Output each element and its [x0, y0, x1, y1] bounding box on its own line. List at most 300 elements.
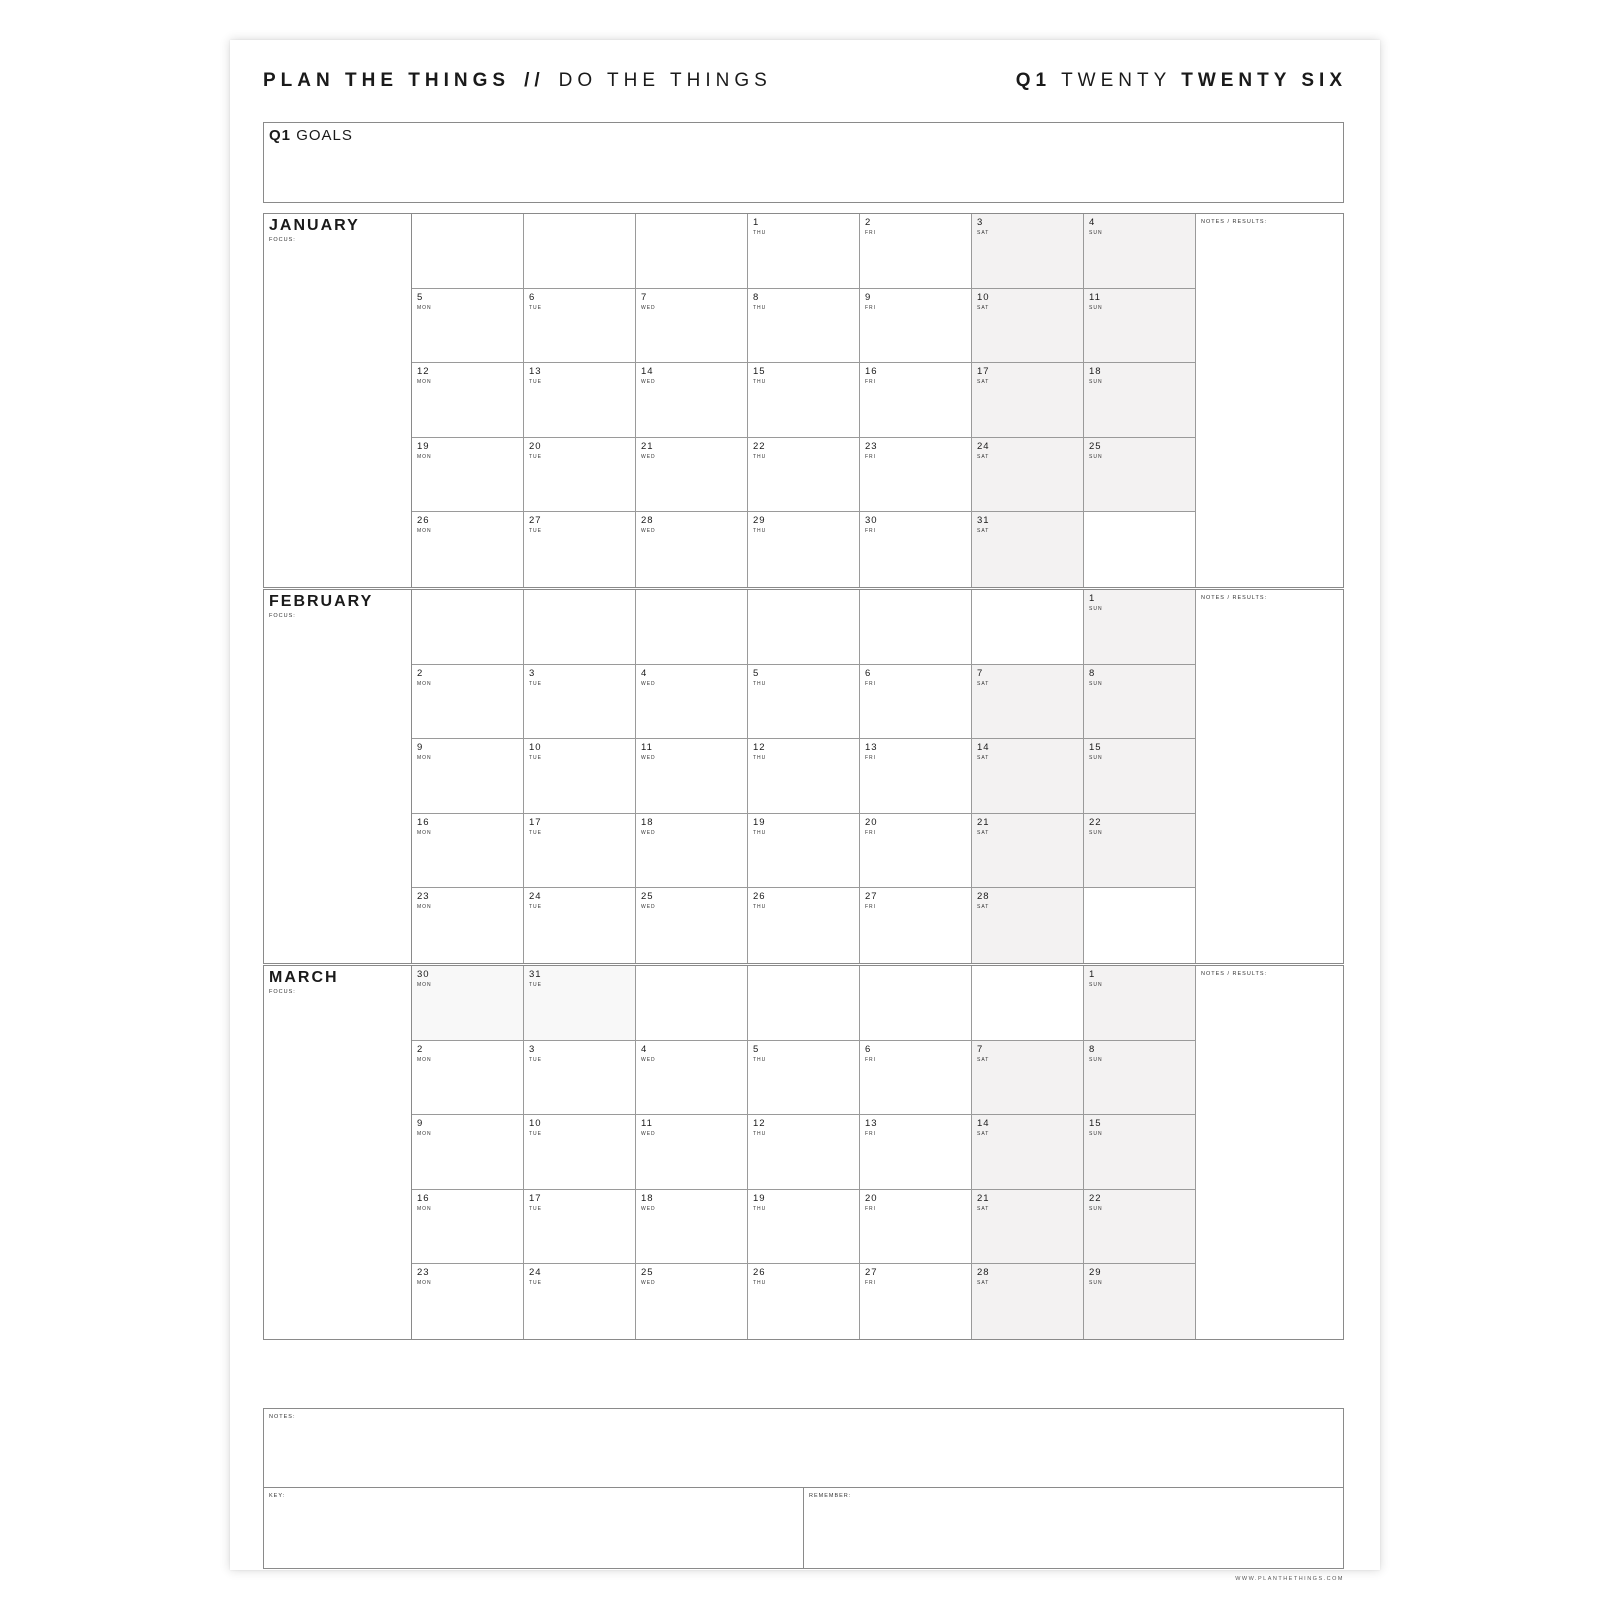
day-cell[interactable]	[524, 888, 636, 963]
day-cell[interactable]	[1084, 665, 1196, 740]
day-cell[interactable]	[1084, 289, 1196, 364]
day-cell[interactable]	[636, 438, 748, 513]
month-focus-panel[interactable]	[264, 214, 412, 587]
day-number: 24	[977, 440, 990, 452]
focus-label: FOCUS:	[269, 237, 296, 243]
day-number: 17	[529, 1192, 542, 1204]
day-number: 10	[529, 742, 542, 754]
day-cell[interactable]	[860, 438, 972, 513]
day-cell[interactable]	[1084, 814, 1196, 889]
day-cell[interactable]	[524, 1190, 636, 1265]
day-cell[interactable]	[412, 363, 524, 438]
day-number: 30	[865, 515, 878, 527]
weekday-label: FRI	[865, 1280, 877, 1287]
weekday-label: TUE	[529, 829, 542, 836]
weekday-label: FRI	[865, 304, 877, 311]
day-number: 26	[753, 891, 766, 903]
day-number: 14	[977, 742, 990, 754]
day-number: 11	[1089, 291, 1101, 303]
weekday-label: MON	[417, 755, 432, 762]
day-cell[interactable]	[748, 1115, 860, 1190]
day-cell[interactable]	[972, 1190, 1084, 1265]
weekday-label: THU	[753, 755, 767, 762]
day-number: 10	[977, 291, 990, 303]
day-number: 15	[1089, 1118, 1102, 1130]
day-cell[interactable]	[860, 1264, 972, 1339]
day-cell[interactable]	[412, 814, 524, 889]
weekday-label: WED	[641, 829, 656, 836]
weekday-label: THU	[753, 304, 767, 311]
day-cell[interactable]	[1084, 590, 1196, 665]
day-cell[interactable]	[636, 665, 748, 740]
day-cell[interactable]	[524, 1115, 636, 1190]
weekday-label: MON	[417, 904, 432, 911]
month-calendar-grid	[412, 590, 1196, 963]
day-number: 18	[641, 816, 654, 828]
day-cell[interactable]	[972, 814, 1084, 889]
day-number: 24	[529, 891, 542, 903]
weekday-label: MON	[417, 982, 432, 988]
weekday-label: MON	[417, 680, 432, 687]
day-number: 6	[529, 291, 536, 303]
notes-results-label: NOTES / RESULTS:	[1201, 971, 1268, 977]
weekday-label: SAT	[977, 1131, 990, 1138]
day-number: 24	[529, 1267, 542, 1279]
day-number: 13	[529, 366, 542, 378]
day-cell[interactable]	[1084, 966, 1196, 1041]
weekday-label: THU	[753, 379, 767, 386]
notes-results-label: NOTES / RESULTS:	[1201, 219, 1268, 225]
weekday-label: SUN	[1089, 829, 1103, 836]
header-plan-text: PLAN THE THINGS	[263, 70, 511, 91]
website-url: WWW.PLANTHETHINGS.COM	[1235, 1576, 1344, 1582]
day-cell[interactable]	[412, 1190, 524, 1265]
day-number: 1	[753, 217, 760, 228]
empty-day-cell	[636, 966, 748, 1041]
day-cell[interactable]	[412, 1115, 524, 1190]
day-number: 2	[417, 667, 424, 679]
day-cell[interactable]	[972, 289, 1084, 364]
day-cell[interactable]	[1084, 1264, 1196, 1339]
empty-day-cell	[412, 590, 524, 665]
key-remember-row	[263, 1487, 1344, 1569]
weekday-label: TUE	[529, 1131, 542, 1138]
weekday-label: SAT	[977, 230, 990, 236]
focus-label: FOCUS:	[269, 613, 296, 619]
day-cell[interactable]	[860, 888, 972, 963]
weekday-label: TUE	[529, 680, 542, 687]
day-number: 28	[977, 891, 990, 903]
day-cell[interactable]	[748, 1190, 860, 1265]
day-number: 27	[865, 891, 878, 903]
day-number: 22	[1089, 1192, 1102, 1204]
weekday-label: TUE	[529, 1205, 542, 1212]
day-number: 10	[529, 1118, 542, 1130]
day-number: 3	[977, 217, 984, 228]
weekday-label: WED	[641, 755, 656, 762]
day-number: 20	[529, 440, 542, 452]
day-number: 14	[641, 366, 654, 378]
day-cell[interactable]	[860, 739, 972, 814]
day-cell[interactable]	[860, 363, 972, 438]
day-cell[interactable]	[972, 665, 1084, 740]
day-number: 2	[865, 217, 872, 228]
empty-day-cell	[748, 590, 860, 665]
empty-day-cell	[860, 590, 972, 665]
day-cell[interactable]	[1084, 363, 1196, 438]
empty-day-cell	[524, 590, 636, 665]
day-number: 1	[1089, 593, 1096, 604]
day-number: 29	[1089, 1267, 1102, 1279]
weekday-label: FRI	[865, 1056, 877, 1063]
day-cell[interactable]	[1084, 1115, 1196, 1190]
empty-day-cell	[412, 214, 524, 289]
day-cell[interactable]	[412, 739, 524, 814]
weekday-label: WED	[641, 1131, 656, 1138]
weekday-label: TUE	[529, 528, 542, 535]
day-cell[interactable]	[524, 1264, 636, 1339]
day-cell[interactable]	[1084, 1190, 1196, 1265]
day-number: 2	[417, 1043, 424, 1055]
day-cell[interactable]	[412, 512, 524, 587]
day-number: 25	[1089, 440, 1102, 452]
day-number: 19	[753, 816, 766, 828]
day-cell[interactable]	[636, 512, 748, 587]
day-number: 8	[1089, 667, 1096, 679]
day-number: 9	[417, 742, 424, 754]
day-cell[interactable]	[1084, 1041, 1196, 1116]
day-cell[interactable]	[412, 1264, 524, 1339]
planner-sheet	[230, 40, 1380, 1582]
weekday-label: MON	[417, 528, 432, 535]
day-number: 7	[641, 291, 648, 303]
day-number: 7	[977, 1043, 984, 1055]
day-number: 28	[641, 515, 654, 527]
header-do-text: DO THE THINGS	[558, 70, 772, 91]
weekday-label: SAT	[977, 755, 990, 762]
day-cell[interactable]	[972, 1264, 1084, 1339]
day-number: 13	[865, 742, 878, 754]
weekday-label: TUE	[529, 304, 542, 311]
day-number: 4	[1089, 217, 1096, 228]
empty-day-cell	[1084, 512, 1196, 587]
day-cell[interactable]	[860, 512, 972, 587]
month-notes-results-panel[interactable]	[1196, 214, 1343, 587]
empty-day-cell	[1084, 888, 1196, 963]
weekday-label: MON	[417, 1205, 432, 1212]
month-name: JANUARY	[269, 217, 360, 234]
month-calendar-grid	[412, 966, 1196, 1339]
day-number: 28	[977, 1267, 990, 1279]
day-number: 26	[753, 1267, 766, 1279]
day-number: 17	[977, 366, 990, 378]
weekday-label: MON	[417, 453, 432, 460]
day-number: 30	[417, 969, 430, 980]
day-cell[interactable]	[636, 739, 748, 814]
weekday-label: THU	[753, 1280, 767, 1287]
day-number: 20	[865, 1192, 878, 1204]
header-quarter-year	[1016, 70, 1347, 92]
month-block-march	[263, 965, 1344, 1340]
day-number: 8	[753, 291, 760, 303]
day-cell[interactable]	[748, 1041, 860, 1116]
month-name: MARCH	[269, 969, 339, 986]
month-calendar-grid	[412, 214, 1196, 587]
day-cell[interactable]	[636, 888, 748, 963]
day-number: 4	[641, 1043, 648, 1055]
day-cell[interactable]	[636, 363, 748, 438]
empty-day-cell	[636, 214, 748, 289]
day-cell[interactable]	[972, 214, 1084, 289]
day-cell[interactable]	[412, 289, 524, 364]
day-number: 9	[865, 291, 872, 303]
day-cell[interactable]	[748, 1264, 860, 1339]
day-number: 5	[417, 291, 424, 303]
day-cell[interactable]	[972, 739, 1084, 814]
day-number: 29	[753, 515, 766, 527]
day-cell[interactable]	[412, 665, 524, 740]
day-cell[interactable]	[972, 888, 1084, 963]
weekday-label: SAT	[977, 1280, 990, 1287]
weekday-label: MON	[417, 829, 432, 836]
header-year-light: TWENTY	[1061, 70, 1171, 91]
day-number: 20	[865, 816, 878, 828]
day-cell[interactable]	[748, 512, 860, 587]
empty-day-cell	[972, 966, 1084, 1041]
day-cell[interactable]	[748, 814, 860, 889]
day-cell[interactable]	[748, 214, 860, 289]
month-notes-results-panel[interactable]	[1196, 966, 1343, 1339]
day-number: 22	[753, 440, 766, 452]
day-cell[interactable]	[524, 665, 636, 740]
weekday-label: FRI	[865, 453, 877, 460]
day-number: 21	[977, 816, 990, 828]
day-cell[interactable]	[1084, 438, 1196, 513]
day-number: 11	[641, 742, 653, 754]
weekday-label: TUE	[529, 904, 542, 911]
goals-text: GOALS	[296, 127, 353, 144]
weekday-label: SUN	[1089, 982, 1103, 988]
day-cell[interactable]	[860, 665, 972, 740]
day-number: 16	[417, 816, 430, 828]
empty-day-cell	[972, 590, 1084, 665]
day-cell[interactable]	[412, 888, 524, 963]
day-cell[interactable]	[524, 438, 636, 513]
day-cell[interactable]	[412, 1041, 524, 1116]
day-number: 6	[865, 667, 872, 679]
day-cell[interactable]	[636, 814, 748, 889]
weekday-label: SAT	[977, 1056, 990, 1063]
weekday-label: THU	[753, 904, 767, 911]
day-number: 3	[529, 667, 536, 679]
day-cell[interactable]	[748, 438, 860, 513]
weekday-label: SAT	[977, 528, 990, 535]
weekday-label: TUE	[529, 982, 542, 988]
weekday-label: TUE	[529, 755, 542, 762]
weekday-label: WED	[641, 379, 656, 386]
empty-day-cell	[524, 214, 636, 289]
day-cell[interactable]	[860, 289, 972, 364]
weekday-label: FRI	[865, 755, 877, 762]
header-tagline	[263, 70, 772, 92]
weekday-label: SUN	[1089, 1056, 1103, 1063]
day-cell[interactable]	[524, 1041, 636, 1116]
month-block-january	[263, 213, 1344, 588]
weekday-label: WED	[641, 680, 656, 687]
day-number: 6	[865, 1043, 872, 1055]
weekday-label: SUN	[1089, 755, 1103, 762]
day-number: 1	[1089, 969, 1096, 980]
notes-label: NOTES:	[269, 1414, 296, 1420]
month-focus-panel[interactable]	[264, 590, 412, 963]
day-number: 18	[1089, 366, 1102, 378]
day-number: 31	[529, 969, 542, 980]
weekday-label: TUE	[529, 379, 542, 386]
weekday-label: SUN	[1089, 606, 1103, 612]
weekday-label: THU	[753, 1056, 767, 1063]
day-number: 23	[417, 1267, 430, 1279]
day-cell[interactable]	[748, 363, 860, 438]
day-number: 27	[529, 515, 542, 527]
weekday-label: FRI	[865, 904, 877, 911]
day-number: 25	[641, 1267, 654, 1279]
weekday-label: SUN	[1089, 379, 1103, 386]
month-name: FEBRUARY	[269, 593, 374, 610]
day-cell[interactable]	[860, 1115, 972, 1190]
day-cell[interactable]	[972, 1115, 1084, 1190]
weekday-label: THU	[753, 1131, 767, 1138]
weekday-label: MON	[417, 1280, 432, 1287]
weekday-label: WED	[641, 904, 656, 911]
day-cell[interactable]	[636, 1190, 748, 1265]
day-cell[interactable]	[524, 363, 636, 438]
weekday-label: FRI	[865, 1205, 877, 1212]
header-year-bold: TWENTY SIX	[1181, 70, 1347, 91]
day-number: 12	[753, 742, 766, 754]
day-number: 23	[417, 891, 430, 903]
day-cell[interactable]	[524, 512, 636, 587]
remember-label: REMEMBER:	[809, 1493, 852, 1499]
day-cell[interactable]	[972, 438, 1084, 513]
weekday-label: THU	[753, 829, 767, 836]
weekday-label: SAT	[977, 379, 990, 386]
weekday-label: TUE	[529, 1280, 542, 1287]
weekday-label: SAT	[977, 453, 990, 460]
day-number: 19	[417, 440, 430, 452]
weekday-label: FRI	[865, 230, 877, 236]
weekday-label: SUN	[1089, 1205, 1103, 1212]
day-cell[interactable]	[860, 214, 972, 289]
day-number: 5	[753, 1043, 760, 1055]
day-number: 16	[417, 1192, 430, 1204]
day-number: 23	[865, 440, 878, 452]
weekday-label: WED	[641, 1205, 656, 1212]
weekday-label: FRI	[865, 680, 877, 687]
weekday-label: MON	[417, 1131, 432, 1138]
weekday-label: THU	[753, 453, 767, 460]
weekday-label: SAT	[977, 829, 990, 836]
weekday-label: FRI	[865, 379, 877, 386]
empty-day-cell	[860, 966, 972, 1041]
day-number: 18	[641, 1192, 654, 1204]
day-cell[interactable]	[972, 512, 1084, 587]
weekday-label: MON	[417, 304, 432, 311]
month-notes-results-panel[interactable]	[1196, 590, 1343, 963]
day-cell[interactable]	[636, 289, 748, 364]
day-cell[interactable]	[524, 289, 636, 364]
day-cell[interactable]	[1084, 739, 1196, 814]
day-number: 22	[1089, 816, 1102, 828]
remember-box[interactable]	[804, 1488, 1343, 1568]
notes-results-label: NOTES / RESULTS:	[1201, 595, 1268, 601]
day-cell[interactable]	[524, 739, 636, 814]
day-cell[interactable]	[412, 966, 524, 1041]
day-number: 9	[417, 1118, 424, 1130]
weekday-label: TUE	[529, 453, 542, 460]
weekday-label: SUN	[1089, 1280, 1103, 1287]
day-cell[interactable]	[972, 363, 1084, 438]
weekday-label: SUN	[1089, 230, 1103, 236]
day-cell[interactable]	[524, 814, 636, 889]
day-cell[interactable]	[748, 665, 860, 740]
day-number: 26	[417, 515, 430, 527]
header-quarter: Q1	[1015, 70, 1052, 91]
weekday-label: FRI	[865, 528, 877, 535]
day-cell[interactable]	[748, 289, 860, 364]
day-number: 8	[1089, 1043, 1096, 1055]
day-number: 27	[865, 1267, 878, 1279]
day-cell[interactable]	[412, 438, 524, 513]
header-separator: //	[524, 70, 545, 91]
key-label: KEY:	[269, 1493, 286, 1499]
day-cell[interactable]	[748, 888, 860, 963]
day-cell[interactable]	[636, 1264, 748, 1339]
day-cell[interactable]	[636, 1041, 748, 1116]
notes-box[interactable]	[263, 1408, 1344, 1488]
weekday-label: WED	[641, 1056, 656, 1063]
weekday-label: MON	[417, 1056, 432, 1063]
month-block-february	[263, 589, 1344, 964]
weekday-label: MON	[417, 379, 432, 386]
day-cell[interactable]	[972, 1041, 1084, 1116]
day-number: 12	[753, 1118, 766, 1130]
day-number: 15	[753, 366, 766, 378]
day-cell[interactable]	[636, 1115, 748, 1190]
goals-quarter: Q1	[269, 127, 292, 144]
day-cell[interactable]	[524, 966, 636, 1041]
day-cell[interactable]	[860, 814, 972, 889]
empty-day-cell	[748, 966, 860, 1041]
key-box[interactable]	[264, 1488, 804, 1568]
weekday-label: SAT	[977, 304, 990, 311]
day-number: 16	[865, 366, 878, 378]
day-cell[interactable]	[1084, 214, 1196, 289]
day-number: 17	[529, 816, 542, 828]
weekday-label: THU	[753, 680, 767, 687]
day-cell[interactable]	[860, 1041, 972, 1116]
focus-label: FOCUS:	[269, 989, 296, 995]
weekday-label: SUN	[1089, 453, 1103, 460]
day-cell[interactable]	[860, 1190, 972, 1265]
day-number: 19	[753, 1192, 766, 1204]
day-cell[interactable]	[748, 739, 860, 814]
quarter-goals-box[interactable]	[263, 122, 1344, 203]
weekday-label: SAT	[977, 904, 990, 911]
weekday-label: SAT	[977, 680, 990, 687]
weekday-label: SUN	[1089, 680, 1103, 687]
month-focus-panel[interactable]	[264, 966, 412, 1339]
day-number: 4	[641, 667, 648, 679]
